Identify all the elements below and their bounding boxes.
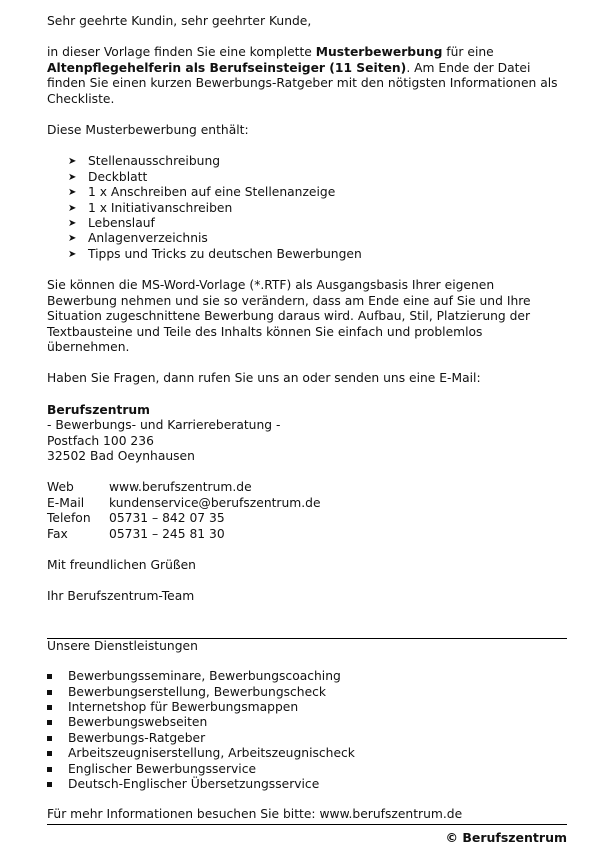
list-item: Englischer Bewerbungsservice [47, 762, 567, 777]
intro-paragraph: in dieser Vorlage finden Sie eine komplette Musterbewerbung für eine Altenpflegehelferin als Berufseinsteiger (11 Seiten). Am Ende der Datei finden Sie einen kurzen Bewerbungs-Ratgeber mit den nötigsten Informationen als Checkliste. [47, 45, 558, 106]
letter-page [47, 14, 567, 825]
list-item: Bewerbungsseminare, Bewerbungscoaching [47, 669, 567, 684]
contents-heading: Diese Musterbewerbung enthält: [47, 123, 249, 138]
services-heading: Unsere Dienstleistungen [47, 638, 567, 656]
list-item: ➤ 1 x Initiativanschreiben [68, 200, 233, 215]
salutation: Sehr geehrte Kundin, sehr geehrter Kunde, [47, 14, 312, 28]
list-item: ➤ Tipps und Tricks zu deutschen Bewerbungen [68, 246, 362, 261]
email-link[interactable]: kundenservice@berufszentrum.de [109, 495, 321, 510]
table-row [47, 511, 321, 526]
square-bullet-icon [47, 674, 52, 679]
list-item: Internetshop für Bewerbungsmappen [47, 700, 567, 715]
closing: Mit freundlichen Grüßen [47, 557, 196, 572]
list-item: ➤ Anlagenverzeichnis [68, 231, 208, 246]
more-info: Für mehr Informationen besuchen Sie bitte: www.berufszentrum.de [47, 807, 463, 822]
square-bullet-icon [47, 751, 52, 756]
list-item: Deutsch-Englischer Übersetzungsservice [47, 777, 567, 792]
address-block [47, 403, 567, 465]
arrow-bullet-icon: ➤ [68, 218, 77, 230]
table-row [47, 527, 321, 542]
list-item: Bewerbungswebseiten [47, 715, 567, 730]
contents-list [47, 154, 567, 262]
list-item: ➤ 1 x Anschreiben auf eine Stellenanzeige [68, 185, 336, 200]
table-row [47, 496, 321, 511]
table-row [47, 480, 321, 495]
arrow-bullet-icon: ➤ [68, 156, 77, 168]
copyright: © Berufszentrum [445, 830, 567, 845]
square-bullet-icon [47, 767, 52, 772]
list-item: Bewerbungserstellung, Bewerbungscheck [47, 685, 567, 700]
list-item: Bewerbungs-Ratgeber [47, 731, 567, 746]
intro-bold-product: Musterbewerbung [315, 45, 443, 60]
contact-label: Web [47, 480, 74, 495]
square-bullet-icon [47, 690, 52, 695]
contact-table [47, 480, 321, 542]
list-item: ➤ Lebenslauf [68, 216, 155, 231]
services-list [47, 669, 567, 792]
square-bullet-icon [47, 705, 52, 710]
phone-value: 05731 – 842 07 35 [109, 511, 225, 526]
questions-line: Haben Sie Fragen, dann rufen Sie uns an oder senden uns eine E-Mail: [47, 371, 481, 386]
intro-bold-title: Altenpflegehelferin als Berufseinsteiger (11 Seiten) [47, 60, 407, 75]
contact-label: Telefon [47, 511, 91, 526]
square-bullet-icon [47, 736, 52, 741]
contact-label: Fax [47, 526, 68, 541]
company-tagline: - Bewerbungs- und Karriereberatung - [47, 418, 281, 433]
arrow-bullet-icon: ➤ [68, 187, 77, 199]
company-name: Berufszentrum [47, 402, 150, 417]
city: 32502 Bad Oeynhausen [47, 448, 195, 463]
arrow-bullet-icon: ➤ [68, 248, 77, 260]
signature: Ihr Berufszentrum-Team [47, 589, 195, 604]
arrow-bullet-icon: ➤ [68, 202, 77, 214]
list-item: ➤ Deckblatt [68, 169, 148, 184]
contact-label: E-Mail [47, 495, 85, 510]
arrow-bullet-icon: ➤ [68, 233, 77, 245]
bottom-divider [47, 824, 567, 825]
fax-value: 05731 – 245 81 30 [109, 526, 225, 541]
list-item: Arbeitszeugniserstellung, Arbeitszeugnischeck [47, 746, 567, 761]
web-link[interactable]: www.berufszentrum.de [109, 480, 252, 495]
arrow-bullet-icon: ➤ [68, 171, 77, 183]
usage-paragraph: Sie können die MS-Word-Vorlage (*.RTF) als Ausgangsbasis Ihrer eigenen Bewerbung nehmen und sie so verändern, dass am Ende eine auf Sie und Ihre Situation zugeschnittene Bewerbung daraus wird. Aufbau, Stil, Platzierung der Textbausteine und Teile des Inhalts können Sie einfach und problemlos übernehmen. [47, 278, 531, 354]
list-item: ➤ Stellenausschreibung [68, 154, 221, 169]
square-bullet-icon [47, 782, 52, 787]
postbox: Postfach 100 236 [47, 433, 154, 448]
square-bullet-icon [47, 720, 52, 725]
